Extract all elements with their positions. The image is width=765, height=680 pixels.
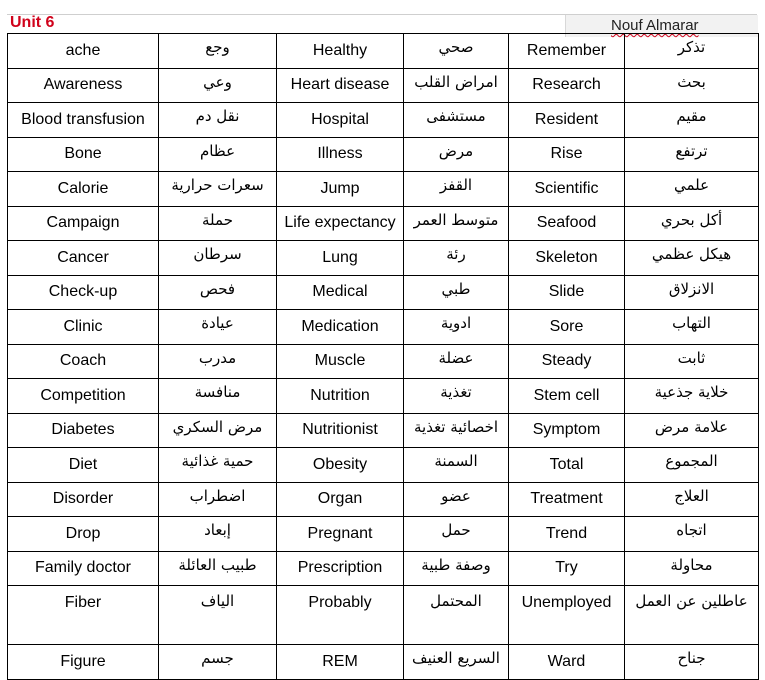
arabic-translation: رئة — [404, 241, 509, 276]
english-term: Diet — [8, 448, 159, 483]
arabic-translation: اضطراب — [159, 482, 277, 517]
arabic-translation: صحي — [404, 34, 509, 69]
english-term: Nutrition — [277, 379, 404, 414]
arabic-translation: خلاية جذعية — [625, 379, 759, 414]
arabic-translation: بحث — [625, 68, 759, 103]
english-term: Check-up — [8, 275, 159, 310]
arabic-translation: عظام — [159, 137, 277, 172]
arabic-translation: تذكر — [625, 34, 759, 69]
table-row — [8, 172, 759, 207]
arabic-translation: جسم — [159, 645, 277, 680]
english-term: Obesity — [277, 448, 404, 483]
table-row — [8, 413, 759, 448]
arabic-translation: إبعاد — [159, 517, 277, 552]
arabic-translation: أكل بحري — [625, 206, 759, 241]
english-term: Slide — [509, 275, 625, 310]
english-term: Research — [509, 68, 625, 103]
english-term: Jump — [277, 172, 404, 207]
english-term: Treatment — [509, 482, 625, 517]
table-row — [8, 482, 759, 517]
english-term: Illness — [277, 137, 404, 172]
arabic-translation: اخصائية تغذية — [404, 413, 509, 448]
table-row — [8, 344, 759, 379]
table-row — [8, 379, 759, 414]
table-row — [8, 103, 759, 138]
english-term: Probably — [277, 586, 404, 645]
arabic-translation: نقل دم — [159, 103, 277, 138]
arabic-translation: مرض — [404, 137, 509, 172]
english-term: Total — [509, 448, 625, 483]
arabic-translation: عضلة — [404, 344, 509, 379]
english-term: Calorie — [8, 172, 159, 207]
english-term: Blood transfusion — [8, 103, 159, 138]
table-row — [8, 206, 759, 241]
arabic-translation: محاولة — [625, 551, 759, 586]
vocabulary-table-container — [7, 33, 758, 670]
table-row — [8, 586, 759, 645]
arabic-translation: عضو — [404, 482, 509, 517]
arabic-translation: ترتفع — [625, 137, 759, 172]
english-term: Symptom — [509, 413, 625, 448]
english-term: Medical — [277, 275, 404, 310]
english-term: ache — [8, 34, 159, 69]
english-term: Heart disease — [277, 68, 404, 103]
arabic-translation: المحتمل — [404, 586, 509, 645]
english-term: Campaign — [8, 206, 159, 241]
arabic-translation: وجع — [159, 34, 277, 69]
arabic-translation: علامة مرض — [625, 413, 759, 448]
arabic-translation: السمنة — [404, 448, 509, 483]
english-term: Nutritionist — [277, 413, 404, 448]
english-term: Competition — [8, 379, 159, 414]
english-term: Rise — [509, 137, 625, 172]
english-term: Organ — [277, 482, 404, 517]
english-term: Scientific — [509, 172, 625, 207]
table-row — [8, 310, 759, 345]
arabic-translation: امراض القلب — [404, 68, 509, 103]
english-term: Ward — [509, 645, 625, 680]
arabic-translation: مقيم — [625, 103, 759, 138]
arabic-translation: عيادة — [159, 310, 277, 345]
arabic-translation: جناح — [625, 645, 759, 680]
arabic-translation: طبي — [404, 275, 509, 310]
english-term: Seafood — [509, 206, 625, 241]
arabic-translation: السريع العنيف — [404, 645, 509, 680]
arabic-translation: حمية غذائية — [159, 448, 277, 483]
arabic-translation: اتجاه — [625, 517, 759, 552]
arabic-translation: مرض السكري — [159, 413, 277, 448]
arabic-translation: مدرب — [159, 344, 277, 379]
arabic-translation: القفز — [404, 172, 509, 207]
english-term: Remember — [509, 34, 625, 69]
table-row — [8, 68, 759, 103]
english-term: Steady — [509, 344, 625, 379]
unit-title: Unit 6 — [10, 14, 55, 31]
table-row — [8, 241, 759, 276]
table-row — [8, 34, 759, 69]
arabic-translation: حملة — [159, 206, 277, 241]
table-row — [8, 645, 759, 680]
english-term: Sore — [509, 310, 625, 345]
english-term: Skeleton — [509, 241, 625, 276]
arabic-translation: الانزلاق — [625, 275, 759, 310]
english-term: Coach — [8, 344, 159, 379]
arabic-translation: طبيب العائلة — [159, 551, 277, 586]
arabic-translation: ثابت — [625, 344, 759, 379]
english-term: Pregnant — [277, 517, 404, 552]
arabic-translation: ادوية — [404, 310, 509, 345]
english-term: Family doctor — [8, 551, 159, 586]
english-term: Medication — [277, 310, 404, 345]
arabic-translation: سرطان — [159, 241, 277, 276]
vocabulary-table — [7, 33, 759, 680]
table-row — [8, 448, 759, 483]
english-term: Lung — [277, 241, 404, 276]
arabic-translation: سعرات حرارية — [159, 172, 277, 207]
arabic-translation: عاطلين عن العمل — [625, 586, 759, 645]
english-term: Muscle — [277, 344, 404, 379]
arabic-translation: التهاب — [625, 310, 759, 345]
arabic-translation: الياف — [159, 586, 277, 645]
english-term: Try — [509, 551, 625, 586]
english-term: REM — [277, 645, 404, 680]
english-term: Disorder — [8, 482, 159, 517]
arabic-translation: هيكل عظمي — [625, 241, 759, 276]
english-term: Bone — [8, 137, 159, 172]
arabic-translation: العلاج — [625, 482, 759, 517]
english-term: Fiber — [8, 586, 159, 645]
arabic-translation: علمي — [625, 172, 759, 207]
arabic-translation: وصفة طبية — [404, 551, 509, 586]
table-row — [8, 137, 759, 172]
english-term: Resident — [509, 103, 625, 138]
arabic-translation: المجموع — [625, 448, 759, 483]
table-row — [8, 275, 759, 310]
english-term: Stem cell — [509, 379, 625, 414]
table-row — [8, 551, 759, 586]
english-term: Figure — [8, 645, 159, 680]
arabic-translation: مستشفى — [404, 103, 509, 138]
english-term: Diabetes — [8, 413, 159, 448]
author-name: Nouf Almarar — [611, 17, 699, 34]
english-term: Trend — [509, 517, 625, 552]
arabic-translation: متوسط العمر — [404, 206, 509, 241]
english-term: Life expectancy — [277, 206, 404, 241]
english-term: Unemployed — [509, 586, 625, 645]
arabic-translation: وعي — [159, 68, 277, 103]
english-term: Healthy — [277, 34, 404, 69]
english-term: Hospital — [277, 103, 404, 138]
table-row — [8, 517, 759, 552]
english-term: Drop — [8, 517, 159, 552]
arabic-translation: منافسة — [159, 379, 277, 414]
english-term: Cancer — [8, 241, 159, 276]
english-term: Clinic — [8, 310, 159, 345]
english-term: Awareness — [8, 68, 159, 103]
english-term: Prescription — [277, 551, 404, 586]
arabic-translation: حمل — [404, 517, 509, 552]
arabic-translation: تغذية — [404, 379, 509, 414]
arabic-translation: فحص — [159, 275, 277, 310]
